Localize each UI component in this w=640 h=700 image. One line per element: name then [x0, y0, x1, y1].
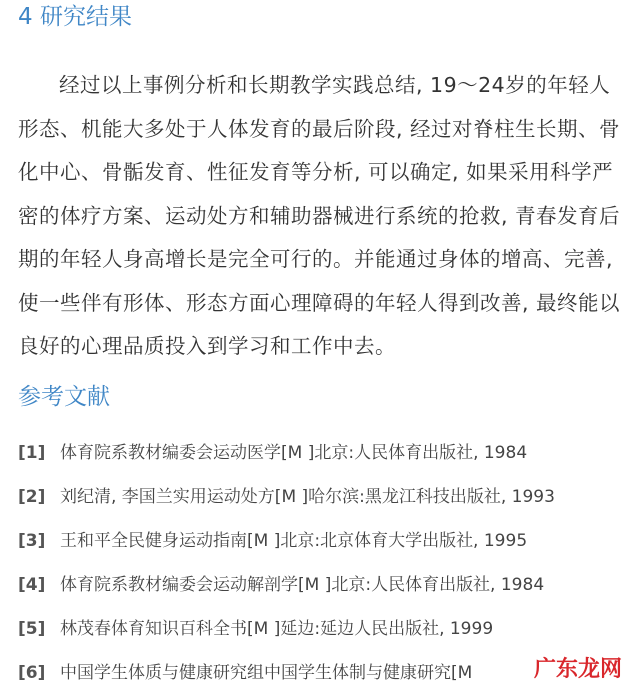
reference-number: [4]: [18, 575, 46, 595]
reference-text: 王和平全民健身运动指南[M ]北京:北京体育大学出版社, 1995: [60, 531, 528, 551]
reference-number: [5]: [18, 619, 46, 639]
reference-text: 体育院系教材编委会运动解剖学[M ]北京:人民体育出版社, 1984: [60, 575, 545, 595]
references-title: 参考文献: [18, 384, 110, 410]
reference-number: [6]: [18, 663, 46, 683]
reference-item: [18, 568, 638, 612]
reference-text: 林茂春体育知识百科全书[M ]延边:延边人民出版社, 1999: [60, 619, 494, 639]
reference-number: [2]: [18, 487, 46, 507]
watermark-logo: 广东龙网: [526, 650, 630, 685]
section-title: 4 研究结果: [18, 4, 132, 30]
reference-text: 体育院系教材编委会运动医学[M ]北京:人民体育出版社, 1984: [60, 443, 528, 463]
reference-item: [18, 524, 638, 568]
reference-number: [3]: [18, 531, 46, 551]
reference-item: [18, 436, 638, 480]
reference-text: 中国学生体质与健康研究组中国学生体制与健康研究[M: [60, 663, 473, 683]
results-paragraph: 经过以上事例分析和长期教学实践总结, 19～24岁的年轻人形态、机能大多处于人体发育的最后阶段, 经过对脊柱生长期、骨化中心、骨骺发育、性征发育等分析, 可以确定, 如果采用科学严密的体疗方案、运动处方和辅助器械进行系统的抢救, 青春发育后期的年轻人身高增长是完全可行的。并能通过身体的增高、完善, 使一些伴有形体、形态方面心理障碍的年轻人得到改善, 最终能以良好的心理品质投入到学习和工作中去。: [18, 73, 621, 358]
reference-text: 刘纪清, 李国兰实用运动处方[M ]哈尔滨:黑龙江科技出版社, 1993: [60, 487, 555, 507]
reference-item: [18, 480, 638, 524]
reference-number: [1]: [18, 443, 46, 463]
